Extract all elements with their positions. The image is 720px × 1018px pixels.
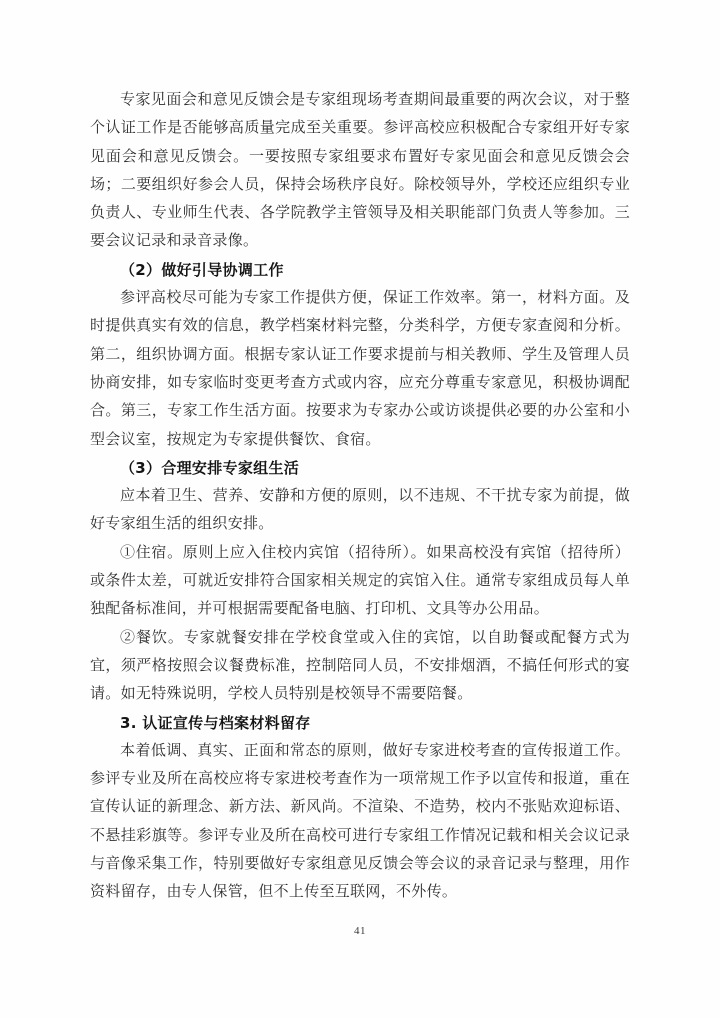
paragraph-life-arrangement-principles: 应本着卫生、营养、安静和方便的原则，以不违规、不干扰专家为前提，做好专家组生活的组织安排。 [90,488,630,533]
page-number: 41 [354,925,366,937]
paragraph-meeting-feedback: 专家见面会和意见反馈会是专家组现场考查期间最重要的两次会议，对于整个认证工作是否能够高质量完成至关重要。参评高校应积极配合专家组开好专家见面会和意见反馈会。一要按照专家组要求布置好专家见面会和意见反馈会会场；二要组织好参会人员，保持会场秩序良好。除校领导外，学校还应组织专业负责人、专业师生代表、各学院教学主管领导及相关职能部门负责人等参加。三要会议记录和录音录像。 [90,92,630,250]
paragraph-accommodation: ①住宿。原则上应入住校内宾馆（招待所）。如果高校没有宾馆（招待所）或条件太差，可就近安排符合国家相关规定的宾馆入住。通常专家组成员每人单独配备标准间，并可根据需要配备电脑、打印机、文具等办公用品。 [90,544,630,618]
paragraph-catering: ②餐饮。专家就餐安排在学校食堂或入住的宾馆，以自助餐或配餐方式为宜，须严格按照会议餐费标准，控制陪同人员，不安排烟酒，不搞任何形式的宴请。如无特殊说明，学校人员特别是校领导不需要陪餐。 [90,629,630,703]
paragraph-publicity-archives: 本着低调、真实、正面和常态的原则，做好专家进校考查的宣传报道工作。参评专业及所在高校应将专家进校考查作为一项常规工作予以宣传和报道，重在宣传认证的新理念、新方法、新风尚。不渲染、不造势，校内不张贴欢迎标语、不悬挂彩旗等。参评专业及所在高校可进行专家组工作情况记载和相关会议记录与音像采集工作，特别要做好专家组意见反馈会等会议的录音记录与整理，用作资料留存，由专人保管，但不上传至互联网，不外传。 [90,742,630,901]
document-body [90,86,630,907]
section-heading-publicity-archives: 3. 认证宣传与档案材料留存 [120,713,311,732]
section-heading-guidance-coordination: （2）做好引导协调工作 [120,260,284,279]
section-heading-expert-group-life: （3）合理安排专家组生活 [120,458,300,477]
paragraph-coordination-work: 参评高校尽可能为专家工作提供方便，保证工作效率。第一，材料方面。及时提供真实有效的信息，教学档案材料完整，分类科学，方便专家查阅和分析。第二，组织协调方面。根据专家认证工作要求提前与相关教师、学生及管理人员协商安排，如专家临时变更考查方式或内容，应充分尊重专家意见，积极协调配合。第三，专家工作生活方面。按要求为专家办公或访谈提供必要的办公室和小型会议室，按规定为专家提供餐饮、食宿。 [90,290,630,448]
